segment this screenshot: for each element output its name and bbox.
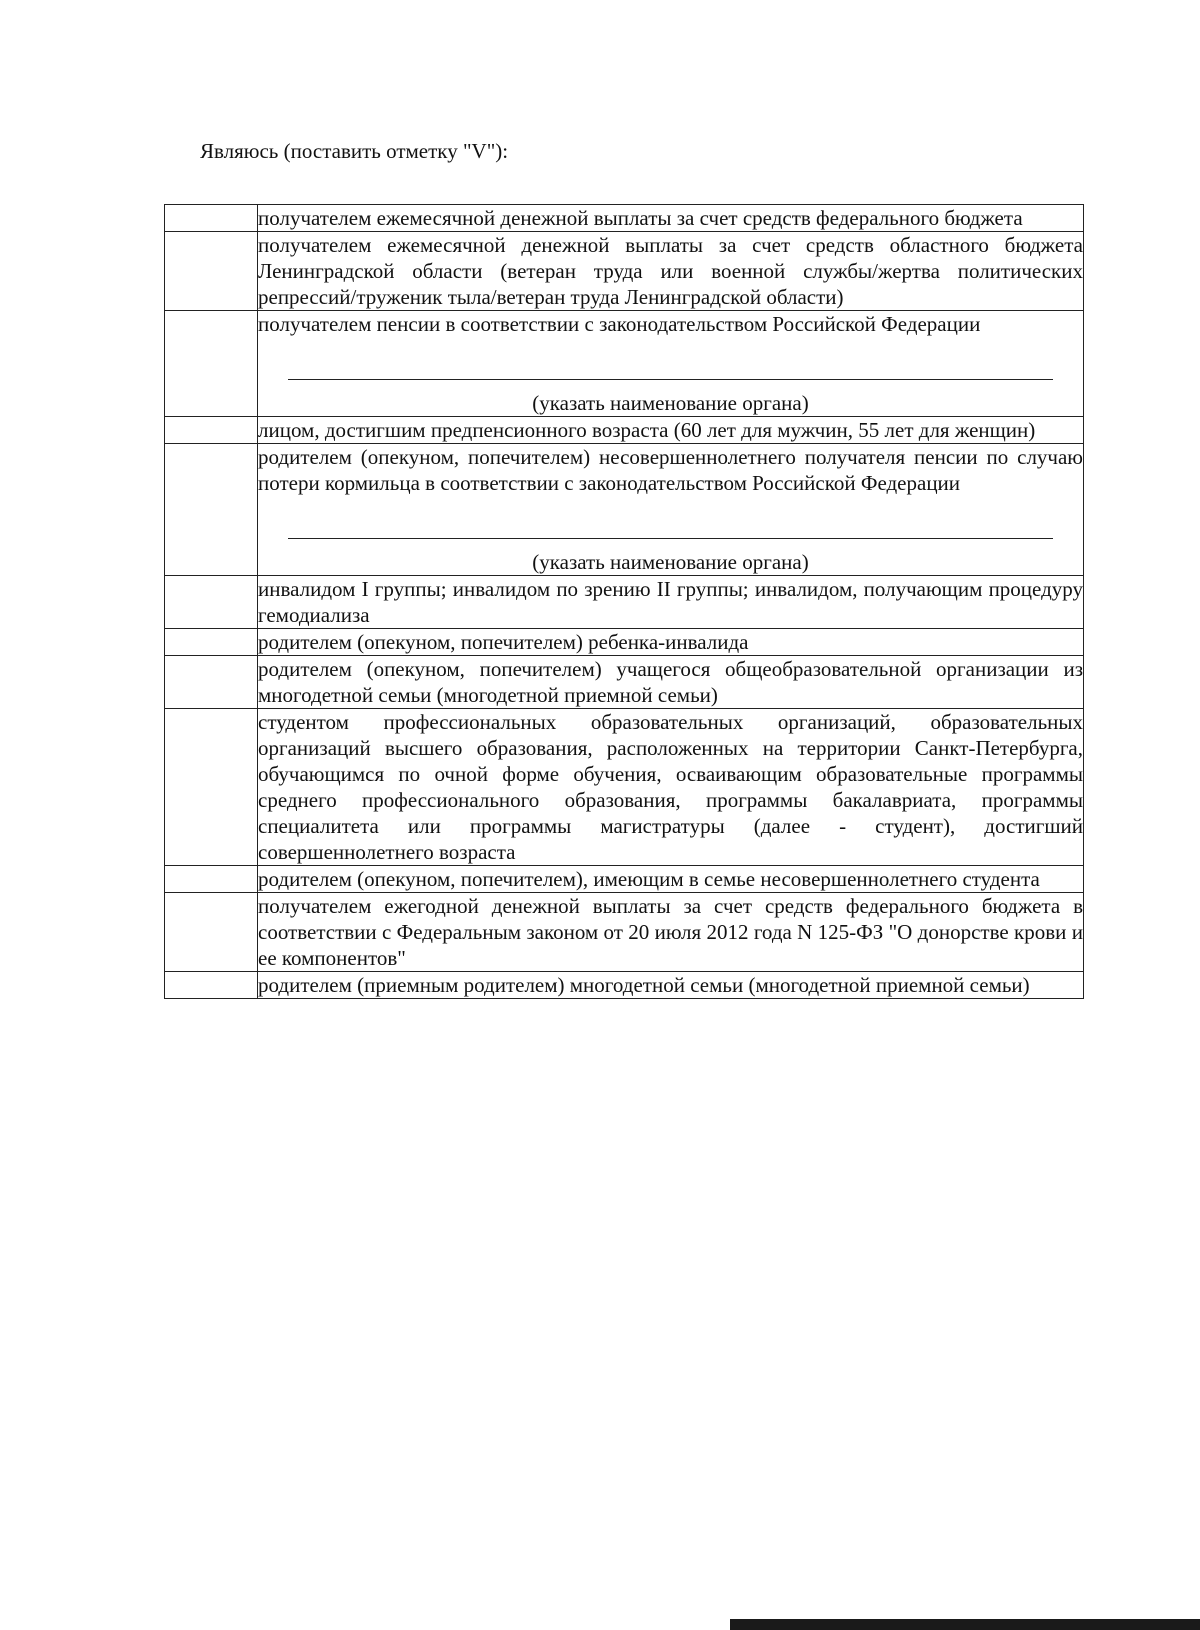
option-text: родителем (опекуном, попечителем) несовершеннолетнего получателя пенсии по случаю потери кормильца в соответствии с законодательством Российской Федерации: [258, 445, 1083, 495]
option-text-cell: [258, 709, 1084, 866]
option-text-cell: [258, 972, 1084, 999]
option-text: получателем ежемесячной денежной выплаты за счет средств областного бюджета Ленинградской области (ветеран труда или военной службы/жертва политических репрессий/труженик тыла/ветеран труда Ленинградской области): [258, 233, 1083, 309]
options-table: [164, 204, 1084, 999]
option-text-cell: [258, 629, 1084, 656]
option-text-cell: [258, 311, 1084, 417]
option-row: [165, 444, 1084, 576]
mark-cell[interactable]: [165, 709, 258, 866]
option-row: [165, 656, 1084, 709]
option-row: [165, 866, 1084, 893]
option-text: родителем (опекуном, попечителем) ребенка-инвалида: [258, 630, 749, 654]
option-text-cell: [258, 576, 1084, 629]
scan-edge-rule: [730, 1619, 1200, 1630]
option-row: [165, 417, 1084, 444]
option-text-cell: [258, 893, 1084, 972]
mark-cell[interactable]: [165, 576, 258, 629]
option-row: [165, 709, 1084, 866]
mark-cell[interactable]: [165, 972, 258, 999]
organ-name-caption: (указать наименование органа): [532, 550, 809, 574]
option-text: студентом профессиональных образовательных организаций, образовательных организаций высшего образования, расположенных на территории Санкт-Петербурга, обучающимся по очной форме обучения, осваивающим образовательные программы среднего профессионального образования, программы бакалавриата, программы специалитета или программы магистратуры (далее - студент), достигший совершеннолетнего возраста: [258, 710, 1083, 864]
option-text: лицом, достигшим предпенсионного возраста (60 лет для мужчин, 55 лет для женщин): [258, 418, 1036, 442]
organ-name-field[interactable]: [258, 538, 1083, 575]
option-text-cell: [258, 444, 1084, 576]
option-text: получателем пенсии в соответствии с законодательством Российской Федерации: [258, 312, 981, 336]
mark-cell[interactable]: [165, 444, 258, 576]
option-row: [165, 972, 1084, 999]
mark-cell[interactable]: [165, 311, 258, 417]
organ-name-field[interactable]: [258, 379, 1083, 416]
option-text: инвалидом I группы; инвалидом по зрению II группы; инвалидом, получающим процедуру гемодиализа: [258, 577, 1083, 627]
mark-cell[interactable]: [165, 417, 258, 444]
option-text-cell: [258, 866, 1084, 893]
intro-text: Являюсь (поставить отметку "V"):: [200, 139, 509, 163]
option-row: [165, 232, 1084, 311]
option-row: [165, 893, 1084, 972]
mark-cell[interactable]: [165, 866, 258, 893]
organ-name-line[interactable]: [288, 538, 1053, 539]
option-text: родителем (опекуном, попечителем) учащегося общеобразовательной организации из многодетной семьи (многодетной приемной семьи): [258, 657, 1083, 707]
mark-cell[interactable]: [165, 656, 258, 709]
option-text: родителем (приемным родителем) многодетной семьи (многодетной приемной семьи): [258, 973, 1030, 997]
option-text-cell: [258, 417, 1084, 444]
mark-cell[interactable]: [165, 232, 258, 311]
option-text-cell: [258, 656, 1084, 709]
mark-cell[interactable]: [165, 629, 258, 656]
option-text: получателем ежегодной денежной выплаты за счет средств федерального бюджета в соответствии с Федеральным законом от 20 июля 2012 года N 125-ФЗ "О донорстве крови и ее компонентов": [258, 894, 1083, 970]
option-text: родителем (опекуном, попечителем), имеющим в семье несовершеннолетнего студента: [258, 867, 1040, 891]
mark-cell[interactable]: [165, 205, 258, 232]
organ-name-line[interactable]: [288, 379, 1053, 380]
option-row: [165, 576, 1084, 629]
option-text-cell: [258, 232, 1084, 311]
option-text: получателем ежемесячной денежной выплаты за счет средств федерального бюджета: [258, 206, 1023, 230]
option-row: [165, 629, 1084, 656]
mark-cell[interactable]: [165, 893, 258, 972]
option-row: [165, 311, 1084, 417]
option-text-cell: [258, 205, 1084, 232]
organ-name-caption: (указать наименование органа): [532, 391, 809, 415]
option-row: [165, 205, 1084, 232]
